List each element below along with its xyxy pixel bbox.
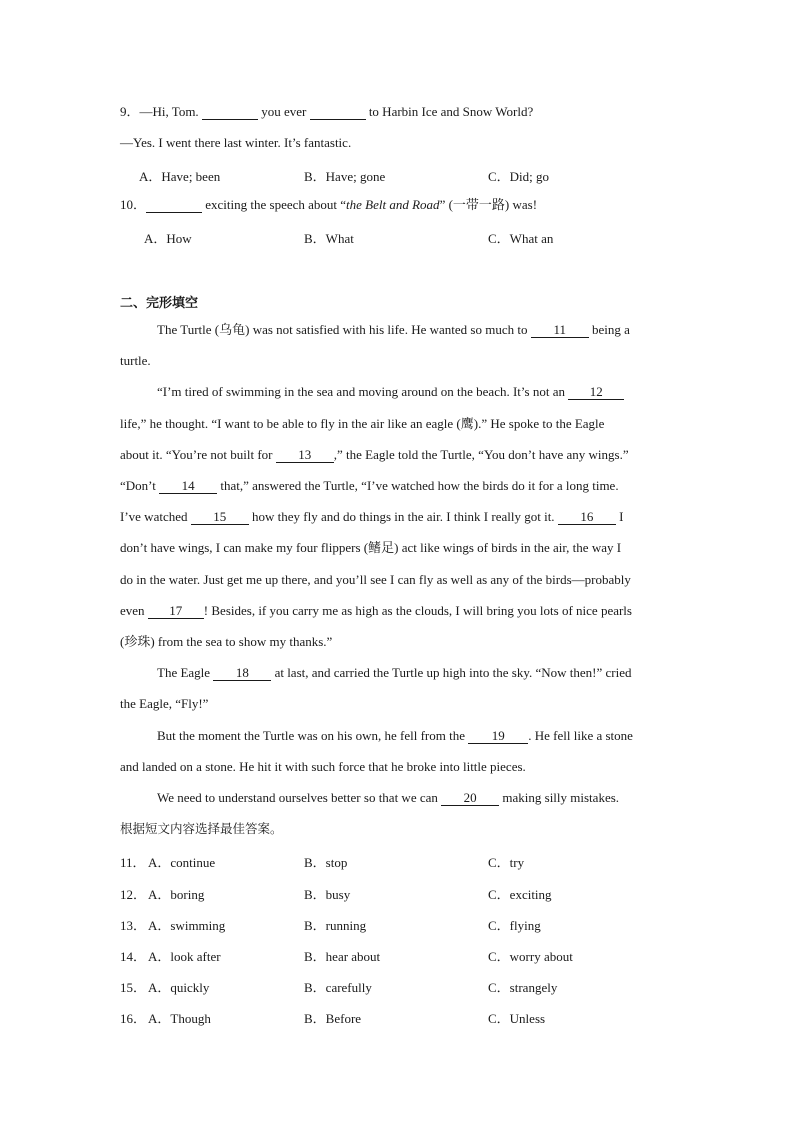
question-number: 11． — [120, 855, 146, 870]
question-text: —Hi, Tom. — [139, 104, 202, 119]
option-a[interactable]: A．look after — [148, 949, 221, 964]
cloze-blank-16[interactable]: 16 — [558, 510, 616, 525]
option-b[interactable]: B．Have; gone — [304, 169, 386, 184]
option-b[interactable]: B．busy — [304, 887, 351, 902]
question-text: to Harbin Ice and Snow World? — [365, 104, 534, 119]
section-title: 二、完形填空 — [120, 296, 199, 311]
option-b[interactable]: B．carefully — [304, 980, 372, 995]
option-a[interactable]: A．quickly — [148, 980, 210, 995]
passage-line: the Eagle, “Fly!” — [120, 696, 209, 711]
answer-blank[interactable] — [146, 198, 202, 213]
answer-blank[interactable] — [310, 105, 366, 120]
option-c[interactable]: C．exciting — [488, 887, 552, 902]
cloze-blank-19[interactable]: 19 — [468, 729, 528, 744]
option-a[interactable]: A．swimming — [148, 918, 226, 933]
passage-line: (珍珠) from the sea to show my thanks.” — [120, 634, 333, 649]
question-9 — [120, 104, 533, 120]
cloze-blank-15[interactable]: 15 — [191, 510, 249, 525]
question-number: 14． — [120, 949, 147, 964]
question-number: 13． — [120, 918, 147, 933]
question-number: 16． — [120, 1011, 147, 1026]
question-10 — [120, 197, 537, 213]
option-c[interactable]: C．strangely — [488, 980, 558, 995]
option-b[interactable]: B．hear about — [304, 949, 381, 964]
cloze-blank-13[interactable]: 13 — [276, 448, 334, 463]
option-a[interactable]: A．boring — [148, 887, 205, 902]
option-c[interactable]: C．What an — [488, 231, 554, 246]
option-a[interactable]: A．continue — [148, 855, 216, 870]
option-c[interactable]: C．worry about — [488, 949, 573, 964]
option-c[interactable]: C．Did; go — [488, 169, 550, 184]
passage-line: But the moment the Turtle was on his own, he fell from the 19 . He fell like a stone — [157, 728, 633, 743]
option-b[interactable]: B．running — [304, 918, 367, 933]
cloze-blank-20[interactable]: 20 — [441, 791, 499, 806]
cloze-blank-11[interactable]: 11 — [531, 323, 589, 338]
option-a[interactable]: A．Though — [148, 1011, 211, 1026]
passage-line: and landed on a stone. He hit it with such force that he broke into little pieces. — [120, 759, 526, 774]
cloze-blank-17[interactable]: 17 — [148, 604, 204, 619]
option-a[interactable]: A．How — [144, 231, 192, 246]
question-number: 10． — [120, 197, 147, 212]
question-text-italic: the Belt and Road — [346, 197, 440, 212]
question-number: 12． — [120, 887, 147, 902]
option-c[interactable]: C．flying — [488, 918, 541, 933]
option-b[interactable]: B．stop — [304, 855, 348, 870]
section-instruction: 根据短文内容选择最佳答案。 — [120, 821, 283, 836]
passage-line: even 17 ! Besides, if you carry me as high as the clouds, I will bring you lots of nice pearls — [120, 603, 632, 618]
answer-blank[interactable] — [202, 105, 258, 120]
cloze-blank-18[interactable]: 18 — [213, 666, 271, 681]
passage-line: life,” he thought. “I want to be able to fly in the air like an eagle (鹰).” He spoke to the Eagle — [120, 416, 605, 431]
passage-line: do in the water. Just get me up there, and you’ll see I can fly as well as any of the birds—probably — [120, 572, 631, 587]
passage-line: The Eagle 18 at last, and carried the Turtle up high into the sky. “Now then!” cried — [157, 665, 632, 680]
passage-line: I’ve watched 15 how they fly and do things in the air. I think I really got it. 16 I — [120, 509, 624, 524]
passage-line: turtle. — [120, 353, 151, 368]
option-b[interactable]: B．Before — [304, 1011, 362, 1026]
cloze-blank-14[interactable]: 14 — [159, 479, 217, 494]
option-a[interactable]: A．Have; been — [139, 169, 221, 184]
passage-line: about it. “You’re not built for 13 ,” the Eagle told the Turtle, “You don’t have any wings.” — [120, 447, 629, 462]
question-9-reply: —Yes. I went there last winter. It’s fantastic. — [120, 135, 352, 150]
question-text: exciting the speech about “ — [202, 197, 347, 212]
passage-line: The Turtle (乌龟) was not satisfied with his life. He wanted so much to 11 being a — [157, 322, 630, 337]
passage-line: We need to understand ourselves better so that we can 20 making silly mistakes. — [157, 790, 620, 805]
option-c[interactable]: C．Unless — [488, 1011, 546, 1026]
question-number: 15． — [120, 980, 147, 995]
question-number: 9． — [120, 104, 140, 119]
option-b[interactable]: B．What — [304, 231, 354, 246]
passage-line: “Don’t 14 that,” answered the Turtle, “I’ve watched how the birds do it for a long time. — [120, 478, 619, 493]
question-text: you ever — [257, 104, 310, 119]
cloze-blank-12[interactable]: 12 — [568, 385, 624, 400]
question-text: ” (一带一路) was! — [439, 197, 538, 212]
option-c[interactable]: C．try — [488, 855, 525, 870]
passage-line: don’t have wings, I can make my four flippers (鳍足) act like wings of birds in the air, the way I — [120, 540, 622, 555]
passage-line: “I’m tired of swimming in the sea and moving around on the beach. It’s not an 12 — [157, 384, 624, 400]
